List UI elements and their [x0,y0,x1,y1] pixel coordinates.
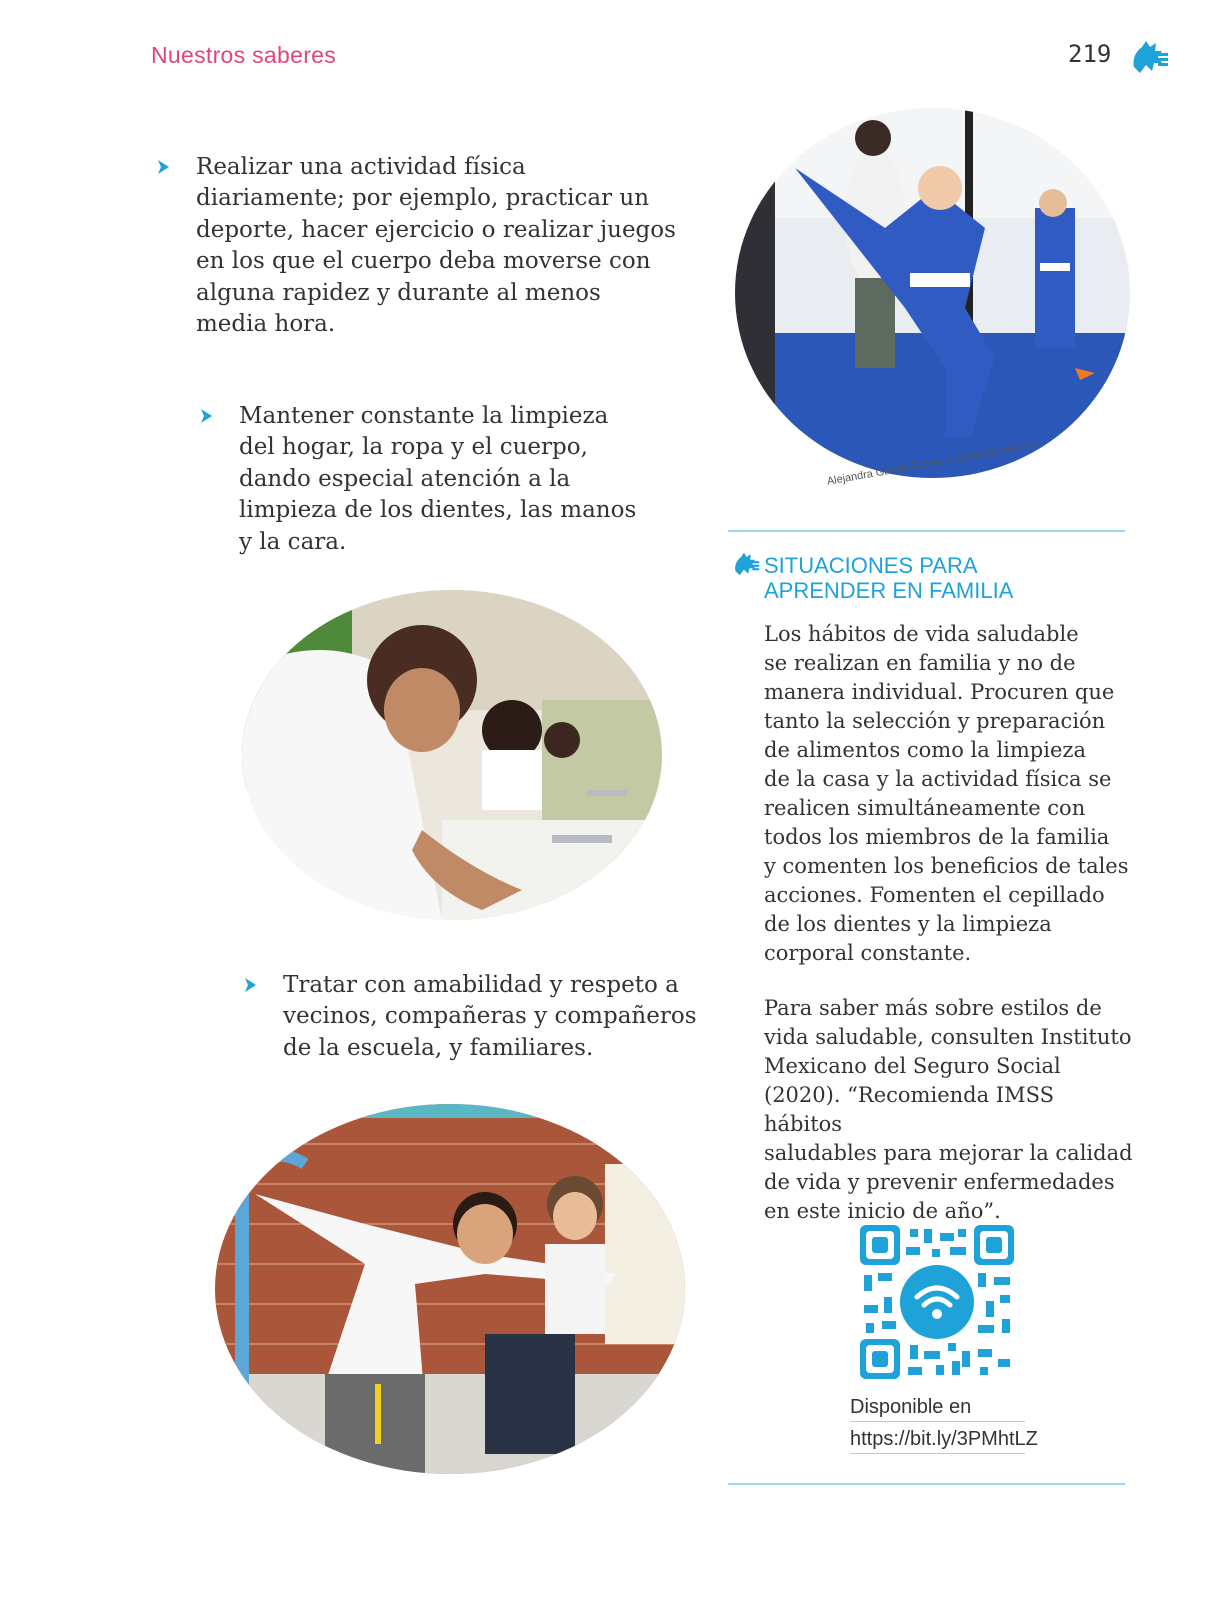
section-title: Nuestros saberes [151,42,337,68]
chevron-right-icon [197,401,217,431]
bullet-text: Mantener constante la limpieza del hogar, la ropa y el cuerpo, dando especial atención a la limpieza de los dientes, las manos y la cara. [239,403,637,555]
bottom-divider [728,1483,1125,1485]
qr-label: Disponible en [850,1396,1025,1422]
chevron-right-icon [154,152,174,182]
hand-book-icon [731,550,761,578]
chevron-right-icon [241,970,261,1000]
page-number: 219 [1068,40,1112,68]
bullet-item [239,401,679,558]
karate-photo [735,108,1130,478]
stretching-photo [215,1104,685,1474]
qr-link[interactable]: https://bit.ly/3PMhtLZ [850,1428,1025,1454]
photo-credit-name: Alejandra García Torres, [826,455,946,488]
bullet-text: Realizar una actividad física diariamente; por ejemplo, practicar un deporte, hacer ejercicio o realizar juegos en los que el cuerpo deba moverse con alguna rapidez y durante al menos media hora. [196,154,676,338]
bullet-item [283,970,723,1064]
bullet-item [196,152,696,340]
family-box-reference: Para saber más sobre estilos de vida saludable, consulten Instituto Mexicano del Seguro Social (2020). “Recomienda IMSS hábitos saludables para mejorar la calidad de vida y prevenir enfermedades en este inicio de año”. [764,996,1133,1223]
family-box-paragraph: Los hábitos de vida saludable se realizan en familia y no de manera individual. Procuren que tanto la selección y preparación de alimentos como la limpieza de la casa y la actividad física se realicen simultáneamente con todos los miembros de la familia y comenten los beneficios de tales acciones. Fomenten el cepillado de los dientes y la limpieza corporal constante. [764,622,1129,965]
qr-code[interactable] [860,1225,1014,1379]
handwashing-photo [242,590,662,920]
top-divider [728,530,1125,532]
bullet-text: Tratar con amabilidad y respeto a vecinos, compañeras y compañeros de la escuela, y familiares. [283,972,697,1061]
hand-book-icon [1128,37,1170,77]
photo-credit-place: CIUDAD DE MÉXICO [946,439,1043,466]
family-box-title: SITUACIONES PARA APRENDER EN FAMILIA [764,553,1014,603]
